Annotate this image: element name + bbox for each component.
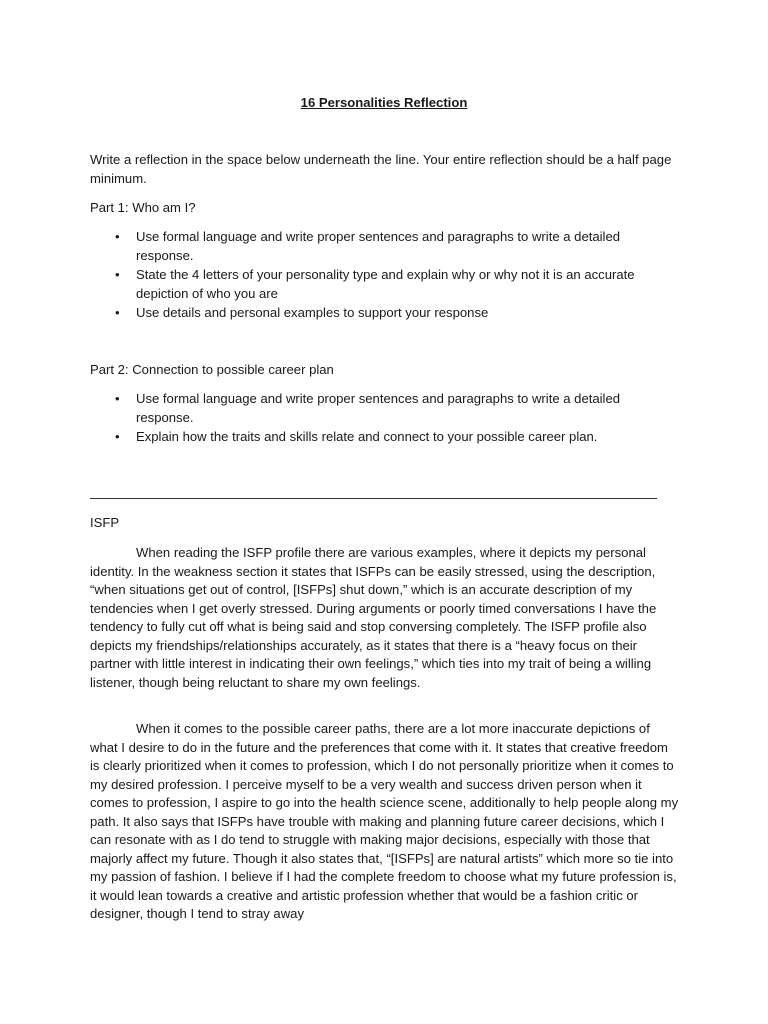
part1-heading: Part 1: Who am I? (90, 200, 196, 215)
page-title: 16 Personalities Reflection (300, 95, 468, 110)
bullet-text: State the 4 letters of your personality type and explain why or why not it is an accurate depiction of who you are (136, 267, 635, 301)
response-paragraph-2: When it comes to the possible career paths, there are a lot more inaccurate depictions of what I desire to do in the future and the preferences that come with it. It states that creative freedom is clearly prioritized when it comes to profession, which I do not personally prioritize when it comes to my desired profession. I perceive myself to be a very wealth and success driven person when it comes to profession, I aspire to go into the health science scene, additionally to help people along my path. It also says that ISFPs have trouble with making and planning future career decisions, which I can resonate with as I do tend to struggle with making major decisions, especially with those that majorly affect my future. Though it also states that, “[ISFPs] are natural artists” which more so tie into my passion of fashion. I believe if I had the complete freedom to choose what my future profession is, it would lean towards a creative and artistic profession whether that would be a fashion critic or designer, though I tend to stray away (90, 721, 679, 921)
list-item (90, 266, 680, 303)
part2-bullet-list (90, 390, 680, 448)
bullet-text: Use formal language and write proper sentences and paragraphs to write a detailed response. (136, 229, 621, 263)
response-paragraph-1: When reading the ISFP profile there are various examples, where it depicts my personal identity. In the weakness section it states that ISFPs can be easily stressed, using the description, “when situations get out of control, [ISFPs] shut down,” which is an accurate description of my tendencies when I get overly stressed. During arguments or poorly timed conversations I have the tendency to fully cut off what is being said and stop conversing completely. The ISFP profile also depicts my friendships/relationships accurately, as it states that there is a “heavy focus on their partner with little interest in indicating their own feelings,” which ties into my trait of being a willing listener, though being reluctant to share my own feelings. (90, 545, 657, 690)
part1-bullet-list (90, 228, 680, 324)
instructions-text: Write a reflection in the space below underneath the line. Your entire reflection should be a half page minimum. (90, 152, 672, 186)
list-item (90, 390, 680, 427)
bullet-icon: • (115, 429, 120, 444)
bullet-text: Use details and personal examples to support your response (136, 305, 489, 320)
list-item (90, 428, 680, 447)
part2-heading: Part 2: Connection to possible career plan (90, 362, 334, 377)
personality-type-label: ISFP (90, 515, 120, 530)
list-item (90, 228, 680, 265)
separator-line (90, 498, 657, 499)
bullet-icon: • (115, 305, 120, 320)
bullet-text: Use formal language and write proper sentences and paragraphs to write a detailed response. (136, 391, 621, 425)
bullet-icon: • (115, 229, 120, 244)
document-page (90, 0, 680, 1024)
list-item (90, 304, 680, 323)
bullet-icon: • (115, 267, 120, 282)
bullet-text: Explain how the traits and skills relate and connect to your possible career plan. (136, 429, 598, 444)
bullet-icon: • (115, 391, 120, 406)
